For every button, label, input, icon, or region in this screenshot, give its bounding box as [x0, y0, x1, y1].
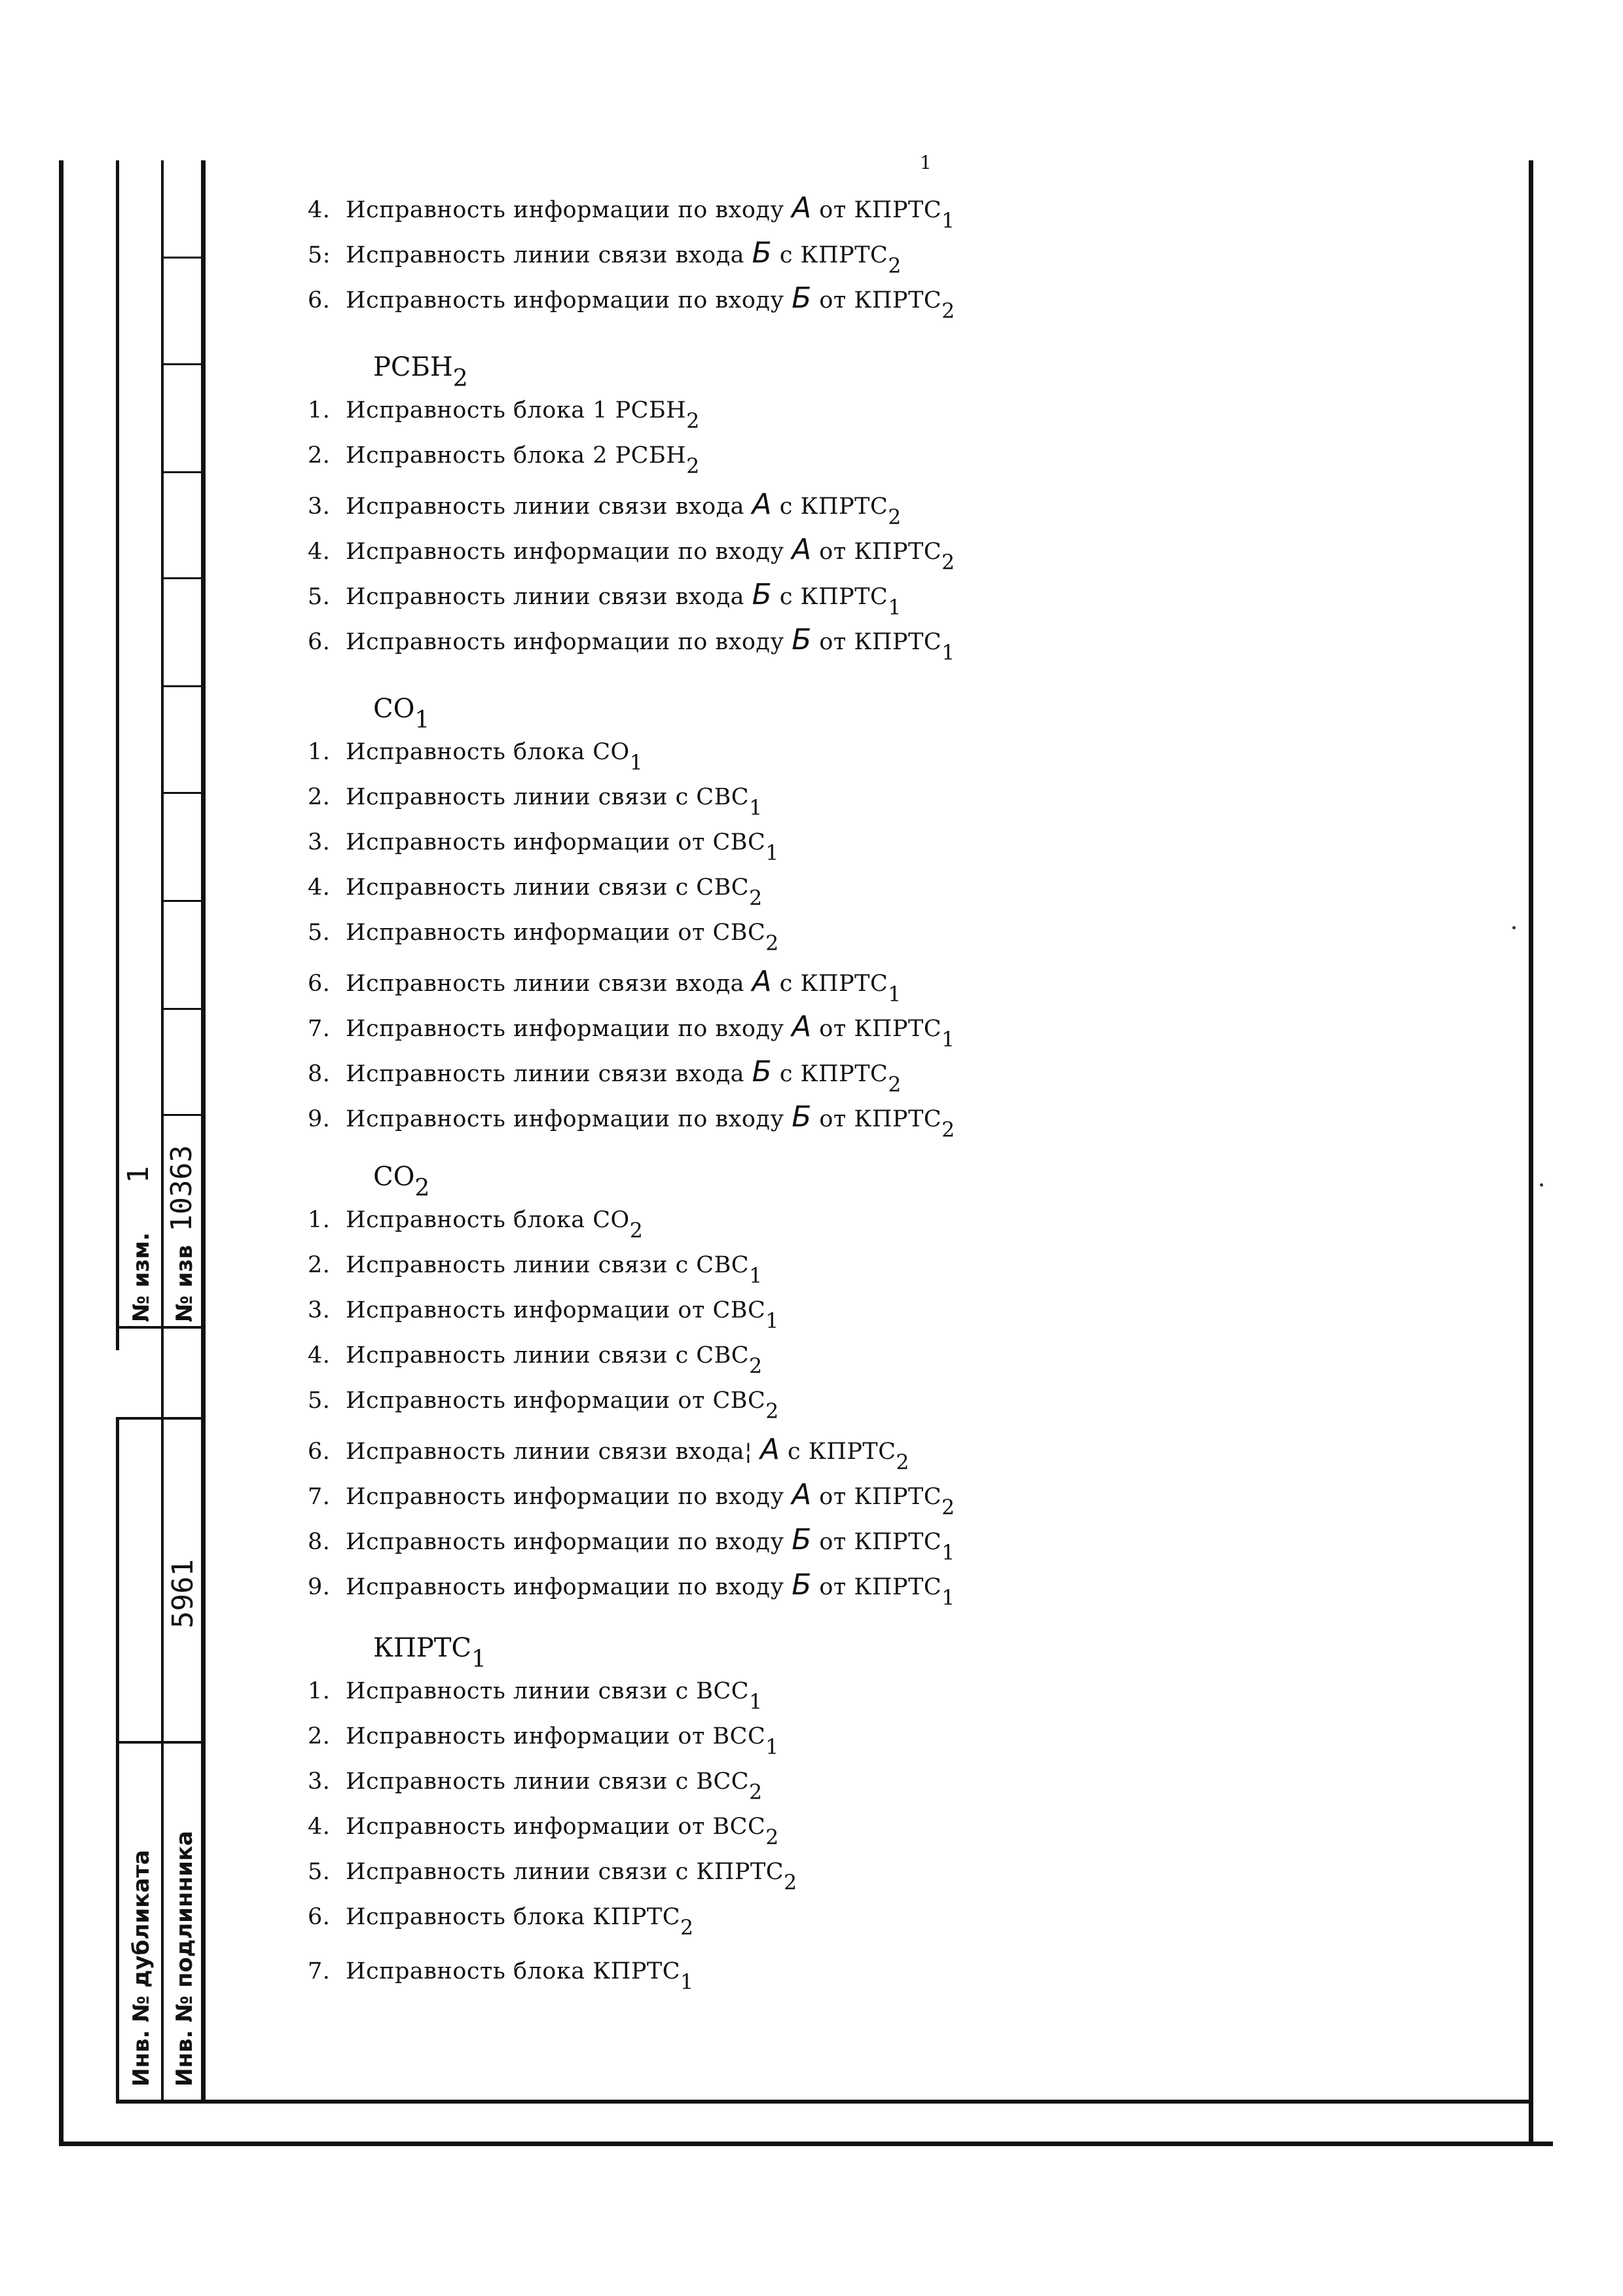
strip-stamp-divider: [116, 1326, 206, 1329]
item-text-tail: от КПРТС: [819, 1529, 942, 1555]
list-item: [308, 1958, 694, 1994]
item-number: 5:: [308, 242, 331, 268]
list-item: [308, 397, 700, 433]
item-text: Исправность линии связи входа¦: [346, 1439, 753, 1465]
item-subscript: 2: [784, 1871, 797, 1895]
item-number: 3.: [308, 493, 331, 520]
list-item: [308, 1723, 779, 1759]
list-item: [308, 1433, 910, 1475]
item-subscript: 1: [765, 1310, 779, 1333]
item-text: Исправность информации от ВСС: [346, 1723, 766, 1749]
item-subscript: 1: [941, 1541, 955, 1565]
strip-inventory-top: [116, 1417, 206, 1420]
strip-tick: [161, 1008, 203, 1010]
input-letter: Б: [752, 578, 773, 611]
input-letter: Б: [792, 1100, 812, 1134]
section-title-subscript: 1: [414, 707, 430, 734]
item-text: Исправность информации по входу: [346, 1016, 784, 1042]
list-item: [308, 829, 779, 865]
section-title-text: СО: [373, 694, 415, 724]
item-subscript: 2: [941, 1496, 955, 1520]
input-letter: А: [792, 191, 812, 224]
item-subscript: 2: [749, 1781, 763, 1804]
section-title-subscript: 2: [414, 1175, 430, 1202]
list-item: [308, 1678, 763, 1714]
item-text: Исправность линии связи с ВСС: [346, 1768, 750, 1795]
strip-line-middle: [161, 160, 164, 2104]
item-text: Исправность информации по входу: [346, 197, 784, 223]
frame-left-border: [59, 160, 64, 2146]
item-number: 6.: [308, 1904, 331, 1930]
item-subscript: 2: [749, 1355, 763, 1378]
item-subscript: 1: [941, 641, 955, 665]
item-text: Исправность информации по входу: [346, 539, 784, 565]
item-subscript: 2: [680, 1916, 694, 1940]
list-item: [308, 965, 902, 1007]
section-title-subscript: 2: [452, 365, 468, 392]
list-item: [308, 1342, 763, 1378]
item-number: 5.: [308, 1388, 331, 1414]
item-subscript: 1: [629, 751, 644, 775]
item-subscript: 1: [941, 1587, 955, 1610]
item-text: Исправность информации по входу: [346, 287, 784, 314]
strip-line-inner: [201, 160, 206, 2104]
list-item: [308, 874, 763, 910]
izm-value: 1: [122, 1166, 155, 1183]
izv-value: 10363: [165, 1145, 198, 1232]
izm-label: № изм.: [128, 1232, 155, 1322]
item-text-tail: от КПРТС: [819, 1016, 942, 1042]
item-number: 8.: [308, 1061, 331, 1087]
input-letter: Б: [792, 1568, 812, 1602]
item-number: 3.: [308, 1768, 331, 1795]
strip-line-outer: [116, 160, 119, 1350]
list-item: [308, 1388, 779, 1424]
item-number: 4.: [308, 539, 331, 565]
strip-line-outer-lower: [116, 1417, 119, 2104]
section-title-text: РСБН: [373, 352, 453, 382]
list-item: [308, 1100, 955, 1142]
list-item: [308, 920, 779, 956]
item-text: Исправность линии связи входа: [346, 971, 745, 997]
section-title-text: СО: [373, 1162, 415, 1192]
item-number: 4.: [308, 1814, 331, 1840]
izv-label: № изв: [172, 1245, 198, 1322]
item-number: 4.: [308, 874, 331, 901]
frame-bottom-border: [59, 2142, 1553, 2146]
item-text: Исправность информации от СВС: [346, 1297, 766, 1323]
item-subscript: 2: [765, 1826, 779, 1850]
item-number: 2.: [308, 442, 331, 469]
list-item: [308, 281, 955, 323]
correction-mark: 1: [920, 152, 932, 173]
list-item: [308, 1568, 955, 1610]
item-number: 4.: [308, 1342, 331, 1369]
item-text-tail: с КПРТС: [779, 493, 888, 520]
item-number: 2.: [308, 784, 331, 810]
item-text: Исправность информации от СВС: [346, 829, 766, 855]
item-number: 7.: [308, 1958, 331, 1984]
section-title-subscript: 1: [471, 1646, 486, 1673]
item-number: 6.: [308, 629, 331, 655]
item-text: Исправность линии связи с СВС: [346, 1252, 750, 1278]
item-text-tail: от КПРТС: [819, 539, 942, 565]
item-subscript: 2: [765, 932, 779, 956]
item-text: Исправность информации по входу: [346, 1529, 784, 1555]
strip-inventory-divider: [116, 1741, 206, 1744]
item-text: Исправность блока КПРТС: [346, 1958, 681, 1984]
input-letter: Б: [792, 281, 812, 315]
strip-tick: [161, 577, 203, 579]
list-item: [308, 488, 902, 529]
item-text-tail: с КПРТС: [779, 971, 888, 997]
item-text-tail: с КПРТС: [779, 584, 888, 610]
item-number: 2.: [308, 1252, 331, 1278]
list-item: [308, 623, 955, 665]
item-subscript: 1: [888, 596, 902, 620]
item-text: Исправность блока СО: [346, 739, 630, 765]
frame-right-border: [1529, 160, 1533, 2146]
item-text: Исправность информации по входу: [346, 1574, 784, 1600]
section-title: [373, 1162, 430, 1202]
item-subscript: 2: [749, 887, 763, 910]
list-item: [308, 1010, 955, 1052]
item-number: 3.: [308, 829, 331, 855]
item-text-tail: с КПРТС: [779, 242, 888, 268]
scan-speck: [1512, 926, 1516, 929]
item-subscript: 1: [941, 209, 955, 233]
list-item: [308, 442, 700, 478]
item-text: Исправность линии связи входа: [346, 493, 745, 520]
list-item: [308, 739, 644, 775]
section-title: [373, 1633, 486, 1673]
list-item: [308, 1814, 779, 1850]
strip-tick: [161, 900, 203, 902]
item-text-tail: от КПРТС: [819, 629, 942, 655]
input-letter: А: [752, 488, 773, 521]
item-subscript: 2: [629, 1219, 644, 1243]
item-text: Исправность блока 1 РСБН: [346, 397, 687, 423]
input-letter: Б: [792, 1523, 812, 1556]
item-text: Исправность линии связи с ВСС: [346, 1678, 750, 1704]
item-text-tail: от КПРТС: [819, 1106, 942, 1132]
item-text: Исправность информации по входу: [346, 1484, 784, 1510]
item-text: Исправность линии связи с СВС: [346, 1342, 750, 1369]
input-letter: Б: [752, 236, 773, 270]
item-number: 6.: [308, 971, 331, 997]
strip-tick: [161, 471, 203, 473]
input-letter: А: [792, 1010, 812, 1043]
item-text: Исправность линии связи входа: [346, 584, 745, 610]
item-number: 9.: [308, 1106, 331, 1132]
item-subscript: 1: [749, 797, 763, 820]
item-subscript: 1: [765, 842, 779, 865]
list-item: [308, 1478, 955, 1520]
list-item: [308, 236, 902, 278]
item-number: 1.: [308, 1678, 331, 1704]
strip-tick: [161, 363, 203, 365]
inner-bottom-border: [116, 2100, 1533, 2104]
list-item: [308, 784, 763, 820]
item-subscript: 2: [896, 1451, 910, 1475]
list-item: [308, 1523, 955, 1565]
scan-speck: [1540, 1183, 1543, 1187]
input-letter: Б: [752, 1055, 773, 1088]
input-letter: А: [759, 1433, 780, 1466]
item-text: Исправность информации от СВС: [346, 920, 766, 946]
item-text: Исправность блока 2 РСБН: [346, 442, 687, 469]
list-item: [308, 578, 902, 620]
item-subscript: 2: [686, 410, 700, 433]
orig-label: Инв. № подлинника: [172, 1831, 198, 2087]
item-text: Исправность информации от ВСС: [346, 1814, 766, 1840]
list-item: [308, 533, 955, 575]
strip-tick: [161, 792, 203, 794]
item-number: 1.: [308, 739, 331, 765]
item-text-tail: с КПРТС: [779, 1061, 888, 1087]
item-subscript: 2: [941, 1119, 955, 1142]
item-number: 2.: [308, 1723, 331, 1749]
section-title: [373, 352, 468, 392]
item-text-tail: с КПРТС: [788, 1439, 896, 1465]
item-subscript: 2: [888, 1073, 902, 1097]
strip-tick: [161, 685, 203, 687]
list-item: [308, 1904, 694, 1940]
item-number: 5.: [308, 584, 331, 610]
item-subscript: 1: [888, 983, 902, 1007]
item-subscript: 1: [749, 1265, 763, 1288]
list-item: [308, 1768, 763, 1804]
item-number: 7.: [308, 1484, 331, 1510]
item-subscript: 1: [680, 1971, 694, 1994]
item-text: Исправность информации от СВС: [346, 1388, 766, 1414]
item-number: 1.: [308, 397, 331, 423]
item-subscript: 1: [941, 1028, 955, 1052]
item-number: 4.: [308, 197, 331, 223]
item-number: 3.: [308, 1297, 331, 1323]
strip-tick: [161, 257, 203, 259]
list-item: [308, 191, 955, 233]
item-subscript: 2: [941, 551, 955, 575]
item-text: Исправность блока СО: [346, 1207, 630, 1233]
item-subscript: 1: [749, 1691, 763, 1714]
section-title-text: КПРТС: [373, 1633, 472, 1663]
item-subscript: 2: [888, 255, 902, 278]
item-text: Исправность линии связи с КПРТС: [346, 1859, 784, 1885]
orig-value: 5961: [166, 1559, 200, 1628]
item-number: 8.: [308, 1529, 331, 1555]
item-text: Исправность линии связи с СВС: [346, 874, 750, 901]
item-text: Исправность блока КПРТС: [346, 1904, 681, 1930]
strip-tick: [161, 1114, 203, 1116]
item-text: Исправность линии связи с СВС: [346, 784, 750, 810]
item-text: Исправность линии связи входа: [346, 242, 745, 268]
item-number: 5.: [308, 920, 331, 946]
item-number: 6.: [308, 1439, 331, 1465]
item-subscript: 2: [888, 506, 902, 529]
input-letter: А: [752, 965, 773, 998]
section-title: [373, 694, 430, 734]
input-letter: А: [792, 1478, 812, 1511]
list-item: [308, 1055, 902, 1097]
input-letter: А: [792, 533, 812, 566]
input-letter: Б: [792, 623, 812, 656]
list-item: [308, 1297, 779, 1333]
item-subscript: 2: [941, 300, 955, 323]
item-subscript: 1: [765, 1736, 779, 1759]
item-text: Исправность информации по входу: [346, 629, 784, 655]
list-item: [308, 1252, 763, 1288]
dup-label: Инв. № дубликата: [128, 1850, 155, 2087]
item-subscript: 2: [686, 455, 700, 478]
item-number: 5.: [308, 1859, 331, 1885]
item-number: 1.: [308, 1207, 331, 1233]
list-item: [308, 1859, 797, 1895]
item-text: Исправность линии связи входа: [346, 1061, 745, 1087]
item-number: 6.: [308, 287, 331, 314]
item-subscript: 2: [765, 1400, 779, 1424]
item-text-tail: от КПРТС: [819, 287, 942, 314]
list-item: [308, 1207, 644, 1243]
item-text-tail: от КПРТС: [819, 1484, 942, 1510]
item-text-tail: от КПРТС: [819, 197, 942, 223]
item-number: 9.: [308, 1574, 331, 1600]
item-number: 7.: [308, 1016, 331, 1042]
item-text-tail: от КПРТС: [819, 1574, 942, 1600]
item-text: Исправность информации по входу: [346, 1106, 784, 1132]
